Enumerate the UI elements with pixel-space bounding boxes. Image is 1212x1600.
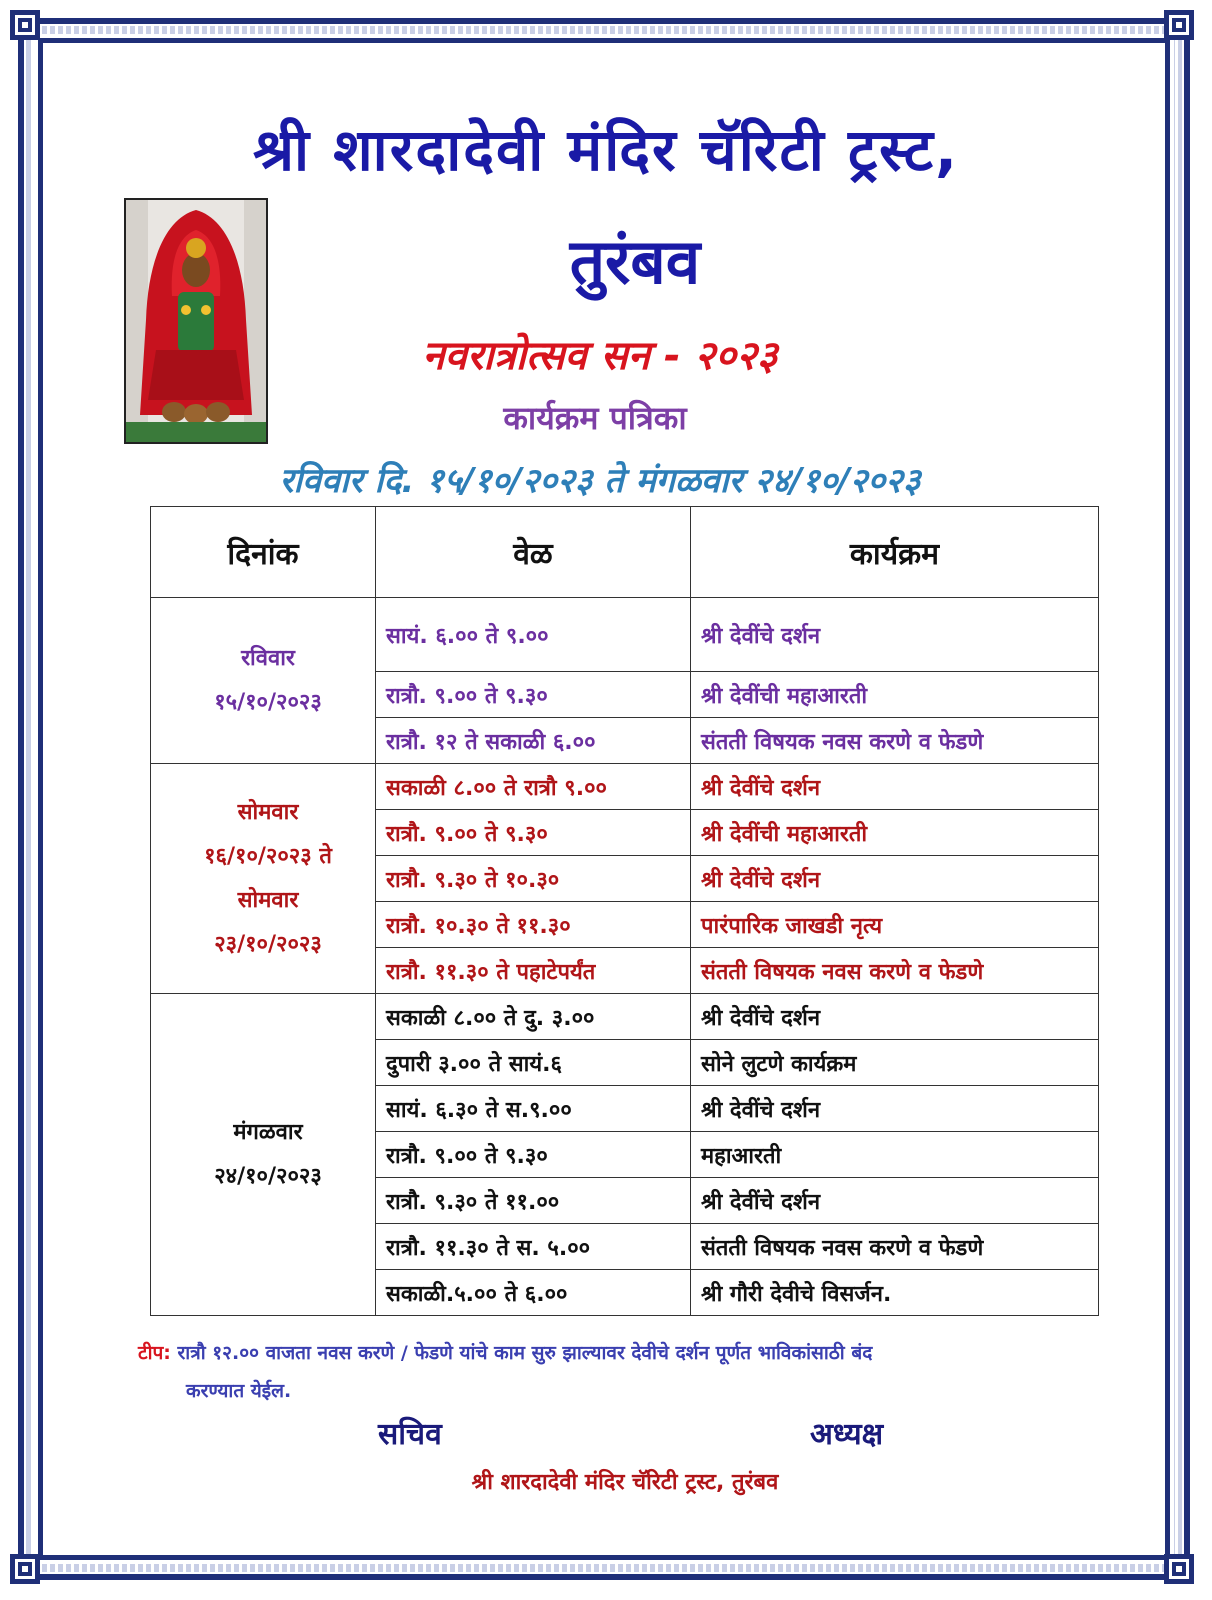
time-cell: रात्रौ. ११.३० ते स. ५.०० <box>376 1224 691 1270</box>
table-row <box>151 994 1099 1040</box>
note-text-2: करण्यात येईल. <box>186 1380 292 1402</box>
table-header-row <box>151 507 1099 598</box>
program-cell: श्री गौरी देवीचे विसर्जन. <box>691 1270 1099 1316</box>
corner-ornament-top-left <box>6 6 50 50</box>
time-cell: रात्रौ. १०.३० ते ११.३० <box>376 902 691 948</box>
secretary-signature: सचिव <box>378 1417 442 1452</box>
time-cell: सायं. ६.३० ते स.९.०० <box>376 1086 691 1132</box>
program-cell: श्री देवींचे दर्शन <box>691 1086 1099 1132</box>
time-cell: रात्रौ. ११.३० ते पहाटेपर्यंत <box>376 948 691 994</box>
program-cell: महाआरती <box>691 1132 1099 1178</box>
time-cell: रात्रौ. ९.३० ते ११.०० <box>376 1178 691 1224</box>
schedule-body <box>151 598 1099 1316</box>
day-cell <box>151 764 376 994</box>
program-cell: पारंपारिक जाखडी नृत्य <box>691 902 1099 948</box>
village-name-title: तुरंबव <box>569 225 701 298</box>
program-cell: श्री देवींचे दर्शन <box>691 994 1099 1040</box>
day-line: सोमवार <box>237 799 299 825</box>
program-cell: श्री देवींचे दर्शन <box>691 856 1099 902</box>
program-cell: श्री देवींची महाआरती <box>691 810 1099 856</box>
president-signature: अध्यक्ष <box>810 1417 884 1452</box>
corner-ornament-bottom-right <box>1160 1550 1204 1594</box>
note <box>138 1334 1128 1410</box>
day-line: सोमवार <box>237 887 299 913</box>
program-cell: श्री देवींचे दर्शन <box>691 598 1099 672</box>
column-header-date: दिनांक <box>151 507 376 598</box>
program-cell: सोने लुटणे कार्यक्रम <box>691 1040 1099 1086</box>
day-line: मंगळवार <box>233 1119 303 1145</box>
time-cell: रात्रौ. ९.०० ते ९.३० <box>376 810 691 856</box>
table-row <box>151 764 1099 810</box>
table-row <box>151 598 1099 672</box>
footer-trust-name: श्री शारदादेवी मंदिर चॅरिटी ट्रस्ट, तुरंबव <box>471 1470 779 1495</box>
program-cell: संतती विषयक नवस करणे व फेडणे <box>691 948 1099 994</box>
note-text-1: रात्रौ १२.०० वाजता नवस करणे / फेडणे यांचे काम सुरु झाल्यावर देवीचे दर्शन पूर्णत भाविकांसाठी बंद <box>177 1342 873 1364</box>
schedule-table <box>150 506 1099 1316</box>
program-cell: श्री देवींची महाआरती <box>691 672 1099 718</box>
program-cell: श्री देवींचे दर्शन <box>691 1178 1099 1224</box>
day-cell <box>151 994 376 1316</box>
program-cell: संतती विषयक नवस करणे व फेडणे <box>691 1224 1099 1270</box>
day-line: १६/१०/२०२३ ते <box>204 843 332 869</box>
note-label: टीप: <box>138 1342 171 1364</box>
column-header-program: कार्यक्रम <box>691 507 1099 598</box>
time-cell: सकाळी.५.०० ते ६.०० <box>376 1270 691 1316</box>
day-line: २४/१०/२०२३ <box>214 1163 322 1189</box>
time-cell: सकाळी ८.०० ते रात्रौ ९.०० <box>376 764 691 810</box>
time-cell: सायं. ६.०० ते ९.०० <box>376 598 691 672</box>
time-cell: रात्रौ. १२ ते सकाळी ६.०० <box>376 718 691 764</box>
day-line: २३/१०/२०२३ <box>214 931 322 957</box>
column-header-time: वेळ <box>376 507 691 598</box>
time-cell: दुपारी ३.०० ते सायं.६ <box>376 1040 691 1086</box>
day-line: रविवार <box>241 645 295 671</box>
time-cell: रात्रौ. ९.०० ते ९.३० <box>376 672 691 718</box>
program-title: कार्यक्रम पत्रिका <box>503 399 687 437</box>
program-cell: श्री देवींचे दर्शन <box>691 764 1099 810</box>
trust-name-title: श्री शारदादेवी मंदिर चॅरिटी ट्रस्ट, <box>252 116 960 184</box>
date-range: रविवार दि. १५/१०/२०२३ ते मंगळवार २४/१०/२०२३ <box>279 461 921 501</box>
day-line: १५/१०/२०२३ <box>214 689 322 715</box>
time-cell: सकाळी ८.०० ते दु. ३.०० <box>376 994 691 1040</box>
program-cell: संतती विषयक नवस करणे व फेडणे <box>691 718 1099 764</box>
festival-subtitle: नवरात्रोत्सव सन - २०२३ <box>422 333 778 379</box>
time-cell: रात्रौ. ९.३० ते १०.३० <box>376 856 691 902</box>
time-cell: रात्रौ. ९.०० ते ९.३० <box>376 1132 691 1178</box>
note-line-1 <box>138 1334 1128 1372</box>
corner-ornament-top-right <box>1160 6 1204 50</box>
corner-ornament-bottom-left <box>6 1550 50 1594</box>
day-cell <box>151 598 376 764</box>
